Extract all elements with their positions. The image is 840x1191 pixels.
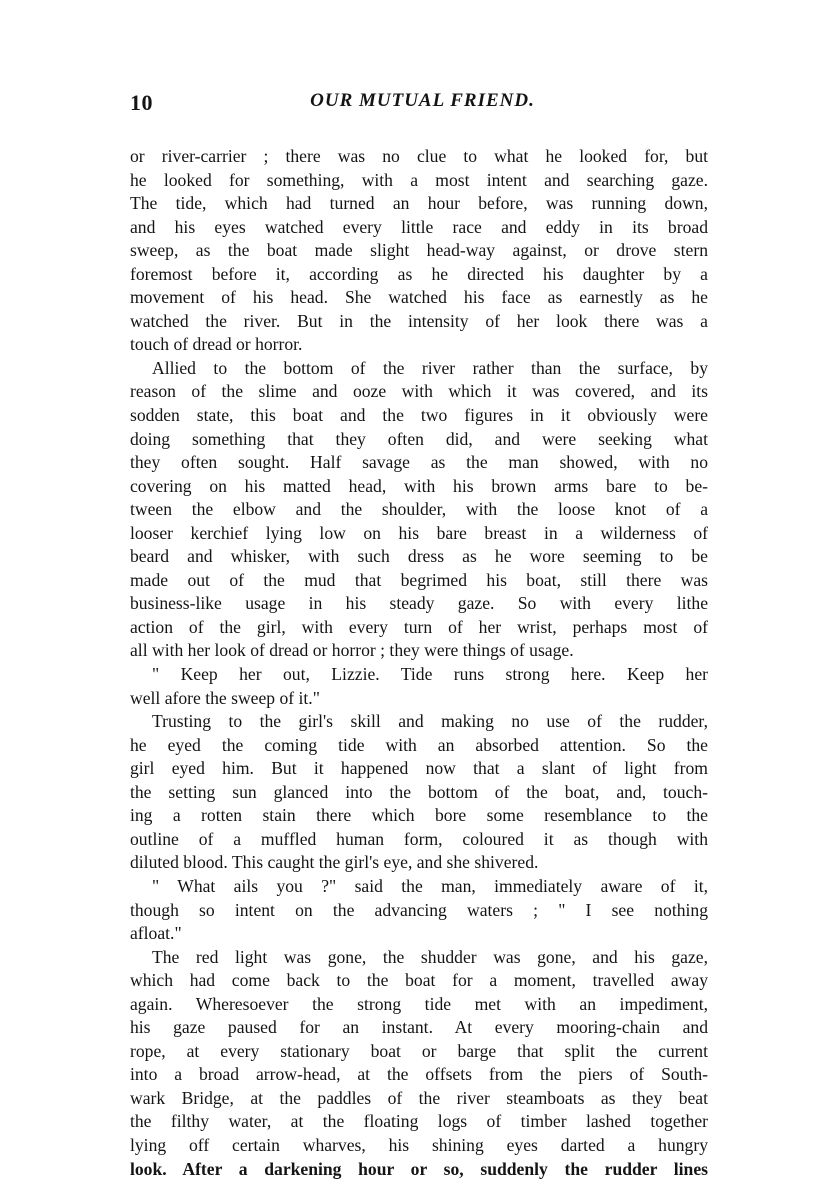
text-line: beard and whisker, with such dress as he wore seeming to be: [130, 546, 708, 567]
text-line: reason of the slime and ooze with which it was covered, and its: [130, 381, 708, 402]
text-line: the setting sun glanced into the bottom of the boat, and, touch-: [130, 781, 708, 802]
text-line: The tide, which had turned an hour before, was running down,: [130, 193, 708, 214]
text-line: lying off certain wharves, his shining eyes darted a hungry: [130, 1134, 708, 1155]
text-line: foremost before it, according as he directed his daughter by a: [130, 263, 708, 284]
text-line: or river-carrier ; there was no clue to what he looked for, but: [130, 146, 708, 166]
text-line: rope, at every stationary boat or barge that split the current: [130, 1040, 708, 1061]
text-line: business-like usage in his steady gaze. So with every lithe: [130, 593, 708, 614]
text-line: well afore the sweep of it.": [130, 687, 320, 708]
text-line: doing something that they often did, and were seeking what: [130, 428, 708, 449]
running-title: OUR MUTUAL FRIEND.: [310, 90, 535, 111]
text-line: girl eyed him. But it happened now that a slant of light from: [130, 758, 708, 779]
text-line: afloat.": [130, 923, 182, 944]
text-line: watched the river. But in the intensity of her look there was a: [130, 310, 708, 331]
text-line: " Keep her out, Lizzie. Tide runs strong here. Keep her: [152, 664, 708, 685]
body-text: [130, 145, 708, 1181]
text-line: they often sought. Half savage as the man showed, with no: [130, 452, 708, 473]
text-line: all with her look of dread or horror ; they were things of usage.: [130, 640, 574, 661]
text-line: sodden state, this boat and the two figures in it obviously were: [130, 405, 708, 426]
text-line: look. After a darkening hour or so, suddenly the rudder lines: [130, 1158, 708, 1179]
text-line: wark Bridge, at the paddles of the river steamboats as they beat: [130, 1087, 708, 1108]
page-header: [130, 90, 715, 120]
text-line: his gaze paused for an instant. At every mooring-chain and: [130, 1017, 708, 1038]
text-line: into a broad arrow-head, at the offsets from the piers of South-: [130, 1064, 708, 1085]
text-line: tween the elbow and the shoulder, with the loose knot of a: [130, 499, 708, 520]
text-line: sweep, as the boat made slight head-way against, or drove stern: [130, 240, 708, 261]
text-line: Allied to the bottom of the river rather than the surface, by: [152, 357, 708, 378]
text-line: outline of a muffled human form, coloured it as though with: [130, 828, 708, 849]
text-line: diluted blood. This caught the girl's eye, and she shivered.: [130, 852, 539, 873]
text-line: looser kerchief lying low on his bare breast in a wilderness of: [130, 522, 708, 543]
text-line: movement of his head. She watched his face as earnestly as he: [130, 287, 708, 308]
page-number: 10: [130, 90, 153, 115]
text-line: " What ails you ?" said the man, immediately aware of it,: [152, 875, 708, 896]
text-line: made out of the mud that begrimed his boat, still there was: [130, 569, 708, 590]
text-line: the filthy water, at the floating logs of timber lashed together: [130, 1111, 708, 1132]
text-line: action of the girl, with every turn of her wrist, perhaps most of: [130, 616, 708, 637]
text-line: he eyed the coming tide with an absorbed attention. So the: [130, 734, 708, 755]
text-line: covering on his matted head, with his brown arms bare to be-: [130, 475, 708, 496]
text-line: The red light was gone, the shudder was gone, and his gaze,: [152, 946, 708, 967]
text-line: though so intent on the advancing waters ; " I see nothing: [130, 899, 708, 920]
text-line: ing a rotten stain there which bore some resemblance to the: [130, 805, 708, 826]
text-line: he looked for something, with a most intent and searching gaze.: [130, 169, 708, 190]
text-line: which had come back to the boat for a moment, travelled away: [130, 970, 708, 991]
text-line: again. Wheresoever the strong tide met with an impediment,: [130, 993, 708, 1014]
text-line: Trusting to the girl's skill and making no use of the rudder,: [152, 711, 708, 732]
text-line: touch of dread or horror.: [130, 334, 303, 355]
text-line: and his eyes watched every little race and eddy in its broad: [130, 216, 708, 237]
